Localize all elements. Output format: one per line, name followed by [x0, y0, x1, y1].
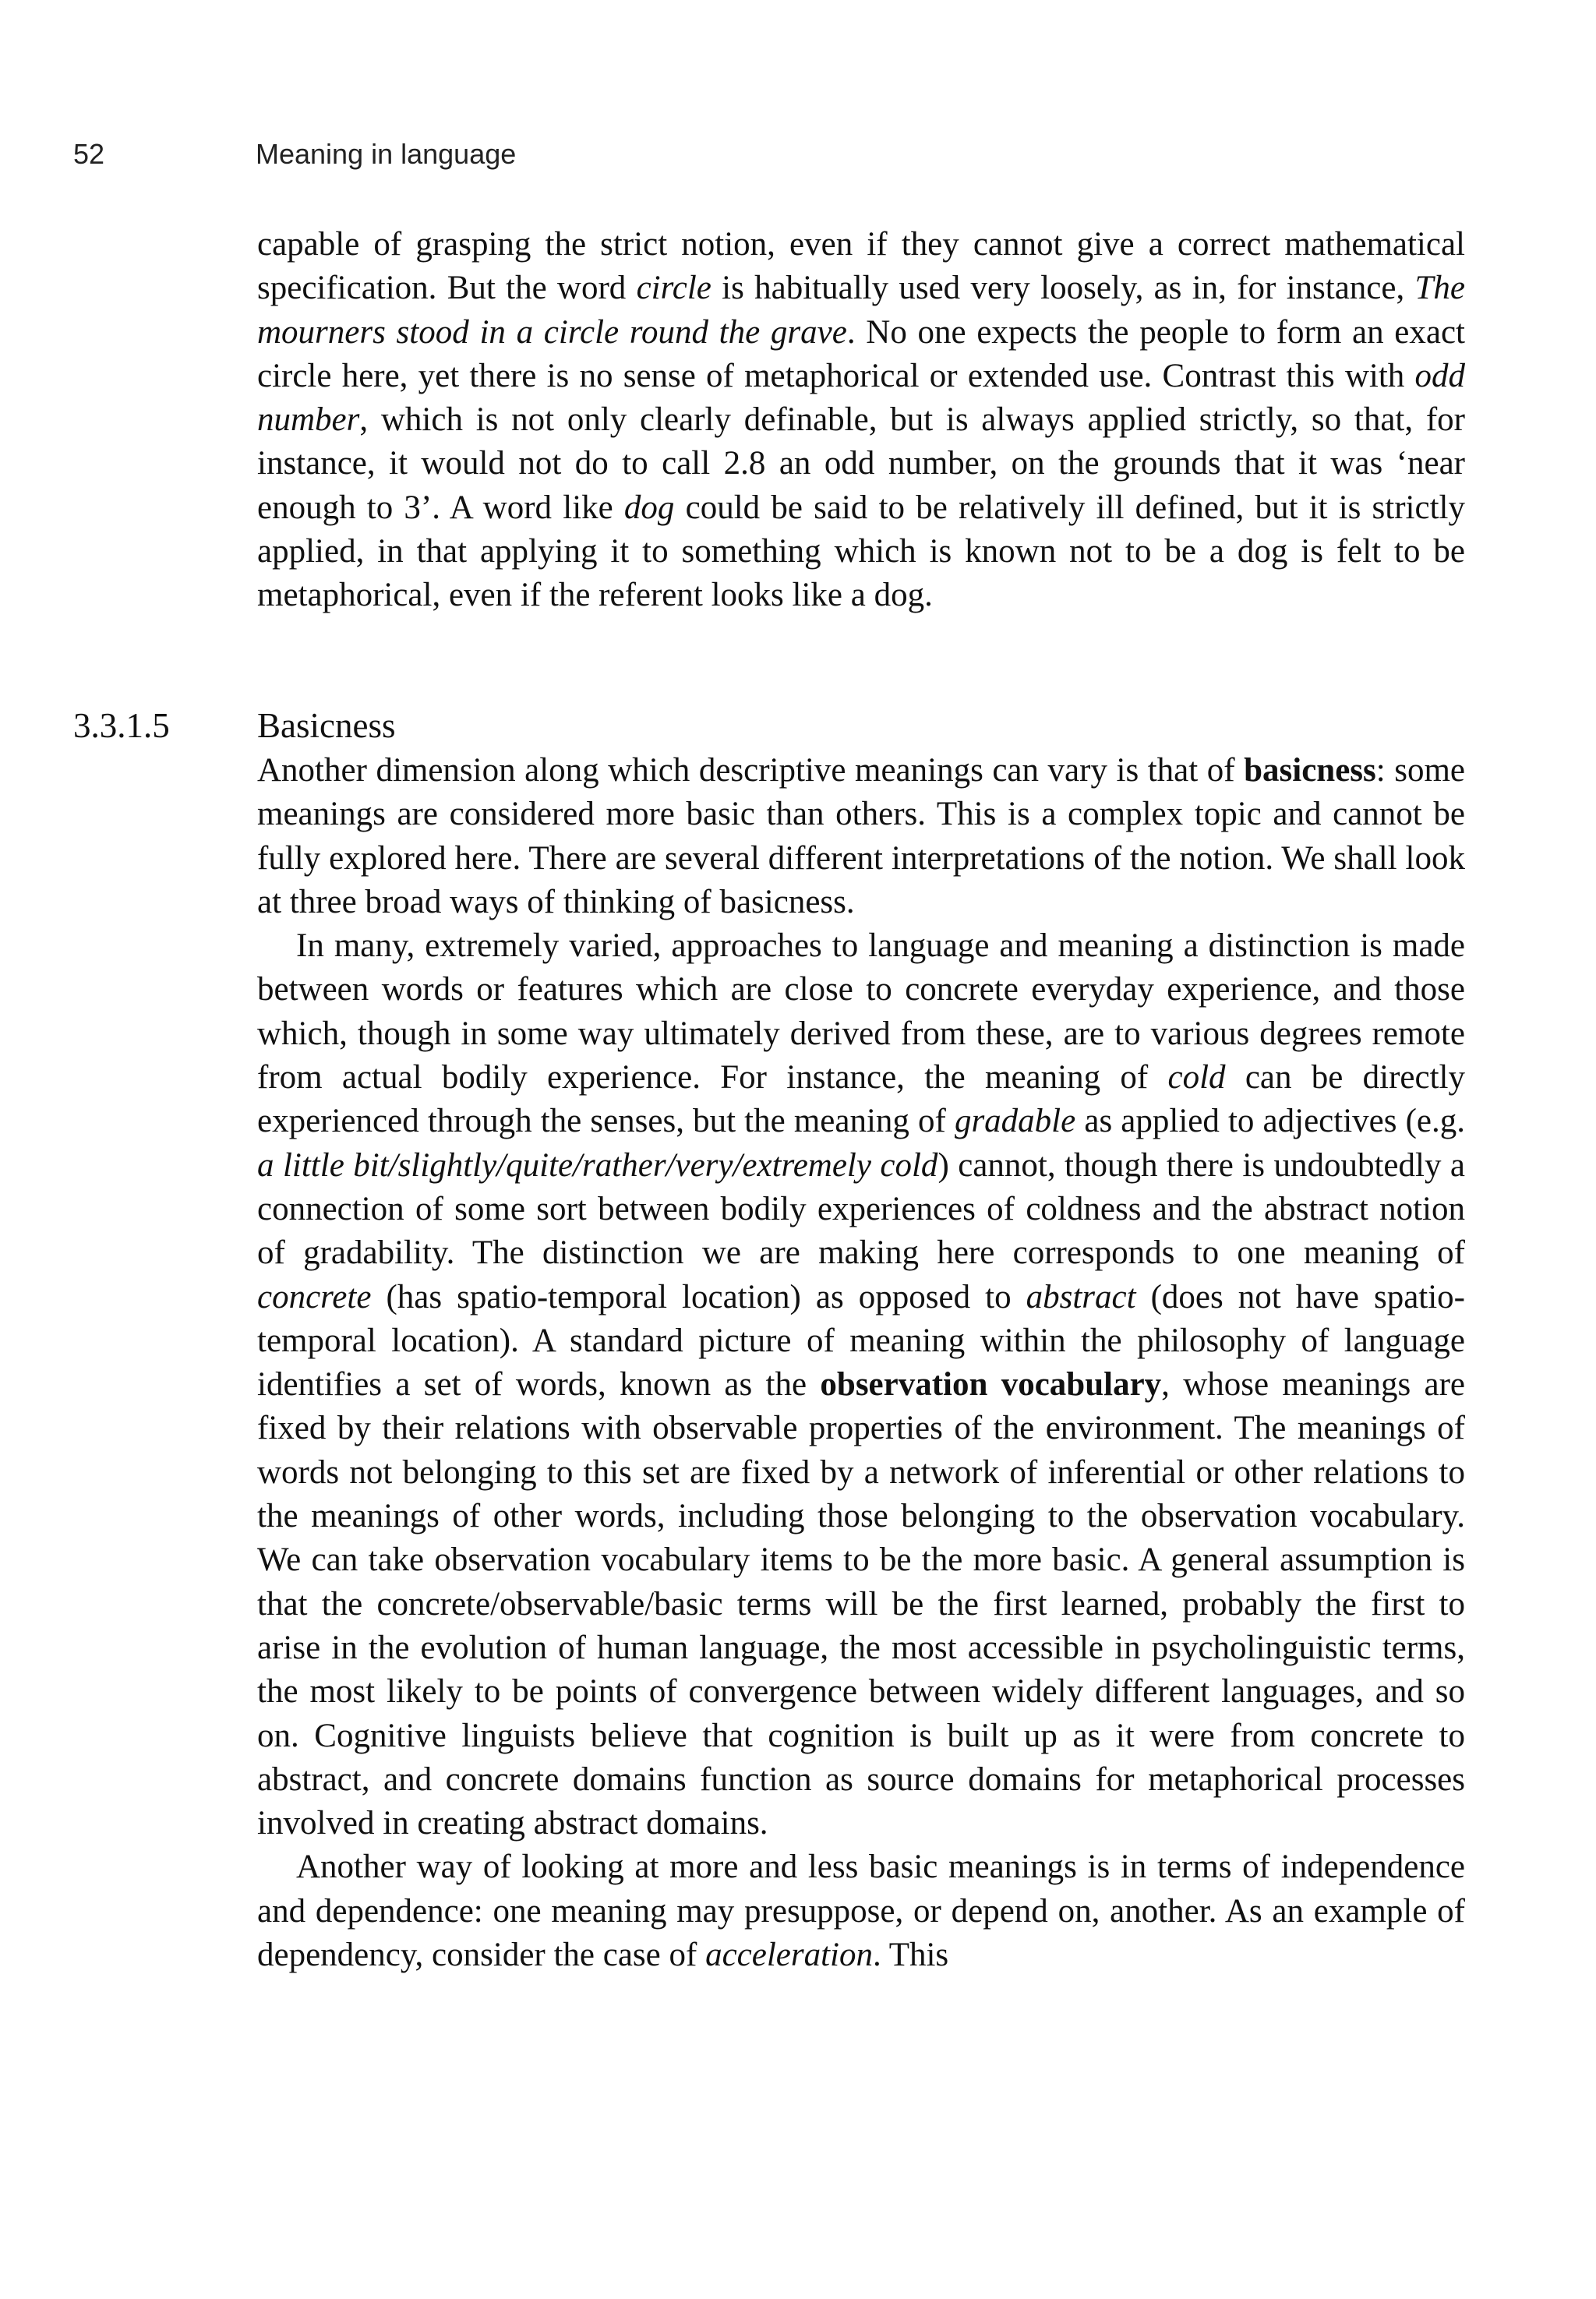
page-number: 52: [73, 138, 105, 170]
paragraph-basicness-intro: [257, 749, 1465, 924]
paragraph-continued: [257, 223, 1465, 618]
section-heading: [73, 704, 395, 747]
section-number: 3.3.1.5: [73, 706, 170, 745]
text-run: (has spatio-temporal location) as opposed to: [371, 1278, 1026, 1315]
text-run: (does not have spatio-temporal location). A standard picture of meaning within the philosophy of language identifies a set of words, known as the: [257, 1278, 1465, 1404]
text-run: as applied to adjectives (e.g.: [1075, 1103, 1465, 1140]
text-run: Another way of looking at more and less basic meanings is in terms of independence and dependence: one meaning may presuppose, or depend on, another. As an example of dependency, consider the case of: [257, 1849, 1465, 1974]
italic-term: concrete: [257, 1278, 372, 1315]
bold-term: basicness: [1244, 752, 1376, 789]
italic-term: The mourners stood in a circle round the grave: [257, 270, 1466, 351]
text-run: could be said to be relatively ill defined, but it is strictly applied, in that applying it to something which is known not to be a dog is felt to be metaphorical, even if the referent looks like a dog.: [257, 489, 1465, 614]
text-run: . This: [872, 1937, 949, 1974]
paragraph-concrete-abstract: [257, 924, 1465, 1845]
section-title: Basicness: [257, 706, 396, 745]
text-run: can be directly experienced through the senses, but the meaning of: [257, 1059, 1465, 1140]
italic-term: a little bit/slightly/quite/rather/very/extremely cold: [257, 1146, 938, 1184]
text-run: , which is not only clearly definable, but is always applied strictly, so that, for instance, it would not do to call 2.8 an odd number, on the grounds that it was ‘near enough to 3’. A word like: [257, 401, 1465, 526]
running-title: Meaning in language: [256, 138, 517, 170]
italic-term: cold: [1167, 1059, 1226, 1097]
italic-term: abstract: [1026, 1278, 1136, 1315]
italic-term: gradable: [954, 1103, 1076, 1140]
text-run: , whose meanings are fixed by their relations with observable properties of the environment. The meanings of words not belonging to this set are fixed by a network of inferential or other relations to the meanings of other words, including those belonging to the observation vocabulary. We can take observation vocabulary items to be the more basic. A general assumption is that the concrete/observable/basic terms will be the first learned, probably the first to arise in the evolution of human language, the most accessible in psycholinguistic terms, the most likely to be points of convergence between widely different languages, and so on. Cognitive linguists believe that cognition is built up as it were from concrete to abstract, and concrete domains function as source domains for metaphorical processes involved in creating abstract domains.: [257, 1366, 1466, 1842]
italic-term: acceleration: [705, 1937, 873, 1974]
bold-term: observation vocabulary: [820, 1366, 1162, 1404]
text-run: : some meanings are considered more basic than others. This is a complex topic and cannot be fully explored here. There are several different interpretations of the notion. We shall look at three broad ways of thinking of basicness.: [257, 752, 1465, 920]
text-run: is habitually used very loosely, as in, for instance,: [711, 270, 1415, 307]
italic-term: dog: [623, 489, 675, 526]
text-run: ) cannot, though there is undoubtedly a connection of some sort between bodily experiences of coldness and the abstract notion of gradability. The distinction we are making here corresponds to one meaning of: [257, 1146, 1465, 1272]
text-run: In many, extremely varied, approaches to language and meaning a distinction is made between words or features which are close to concrete everyday experience, and those which, though in some way ultimately derived from these, are to various degrees remote from actual bodily experience. For instance, the meaning of: [257, 927, 1465, 1097]
text-run: Another dimension along which descriptive meanings can vary is that of: [257, 752, 1245, 789]
paragraph-dependence: [257, 1845, 1465, 1977]
text-run: . No one expects the people to form an exact circle here, yet there is no sense of metaphorical or extended use. Contrast this with: [257, 313, 1465, 394]
italic-term: circle: [636, 270, 711, 307]
continued-paragraph-block: [257, 223, 1465, 618]
italic-term: odd number: [257, 357, 1465, 439]
text-run: capable of grasping the strict notion, even if they cannot give a correct mathematical specification. But the word: [257, 226, 1465, 307]
section-body: [257, 749, 1465, 1977]
running-head: [73, 137, 516, 171]
